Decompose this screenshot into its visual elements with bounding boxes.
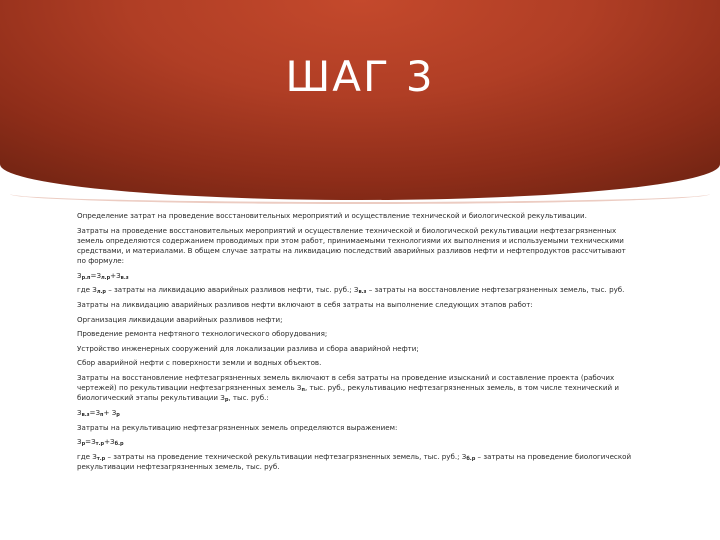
paragraph-formula-legend-1: где $З_{л.р}$ – затраты на ликвидацию аварийных разливов нефти, тыс. руб.; $З_{в.з}$ – затраты на восстановление нефтезагрязненных земель, тыс. руб.: [77, 285, 625, 296]
list-item-collection: Сбор аварийной нефти с поверхности земли и водных объектов.: [77, 358, 322, 368]
list-item-structures: Устройство инженерных сооружений для локализации разлива и сбора аварийной нефти;: [77, 343, 419, 353]
paragraph-liquidation-stages: Затраты на ликвидацию аварийных разливов нефти включают в себя затраты на выполнение следующих этапов работ:: [77, 299, 533, 309]
paragraph-recultivation-expression: Затраты на рекультивацию нефтезагрязненных земель определяются выражением:: [77, 422, 398, 432]
list-item-organization: Организация ликвидации аварийных разливов нефти;: [77, 314, 283, 324]
formula-recultivation: $З_р=З_{т.р}+З_{б.р}$: [77, 437, 124, 448]
paragraph-formula-legend-2: где $З_{т.р}$ – затраты на проведение технической рекультивации нефтезагрязненных земель, тыс. руб.; $З_{б.р}$ – затраты на проведение биологической рекультивации нефтезагрязненных земель, тыс. руб.: [77, 451, 632, 471]
paragraph-restoration-costs: Затраты на восстановление нефтезагрязненных земель включают в себя затраты на проведение изысканий и составление проекта (рабочих чертежей) по рекультивации нефтезагрязненных земель $З_п$, тыс. руб., рекультивацию нефтезагрязненных земель, в том числе технический и биологический этапы рекультивации $З_р$, тыс. руб.:: [77, 372, 619, 404]
paragraph-intro: Определение затрат на проведение восстановительных мероприятий и осуществление технической и биологической рекультивации.: [77, 211, 587, 220]
paragraph-costs-description: Затраты на проведение восстановительных мероприятий и осуществление технической и биологической рекультивации нефтезагрязненных земель определяются содержанием проводимых при этом работ, принимаемыми технологиями их выполнения и используемыми техническими средствами, и материалами. В общем случае затраты на ликвидацию последствий аварийных разливов нефти и нефтепродуктов рассчитывают по формуле:: [77, 225, 626, 266]
formula-total-cost: $З_{р.п}=З_{л.р}+З_{в.з}$: [77, 270, 129, 281]
list-item-repair: Проведение ремонта нефтяного технологического оборудования;: [77, 329, 328, 339]
formula-restoration: $З_{в.з}=З_п+ З_р$: [77, 407, 120, 418]
slide-title: ШАГ 3: [285, 52, 435, 101]
slide-body: [77, 211, 637, 477]
